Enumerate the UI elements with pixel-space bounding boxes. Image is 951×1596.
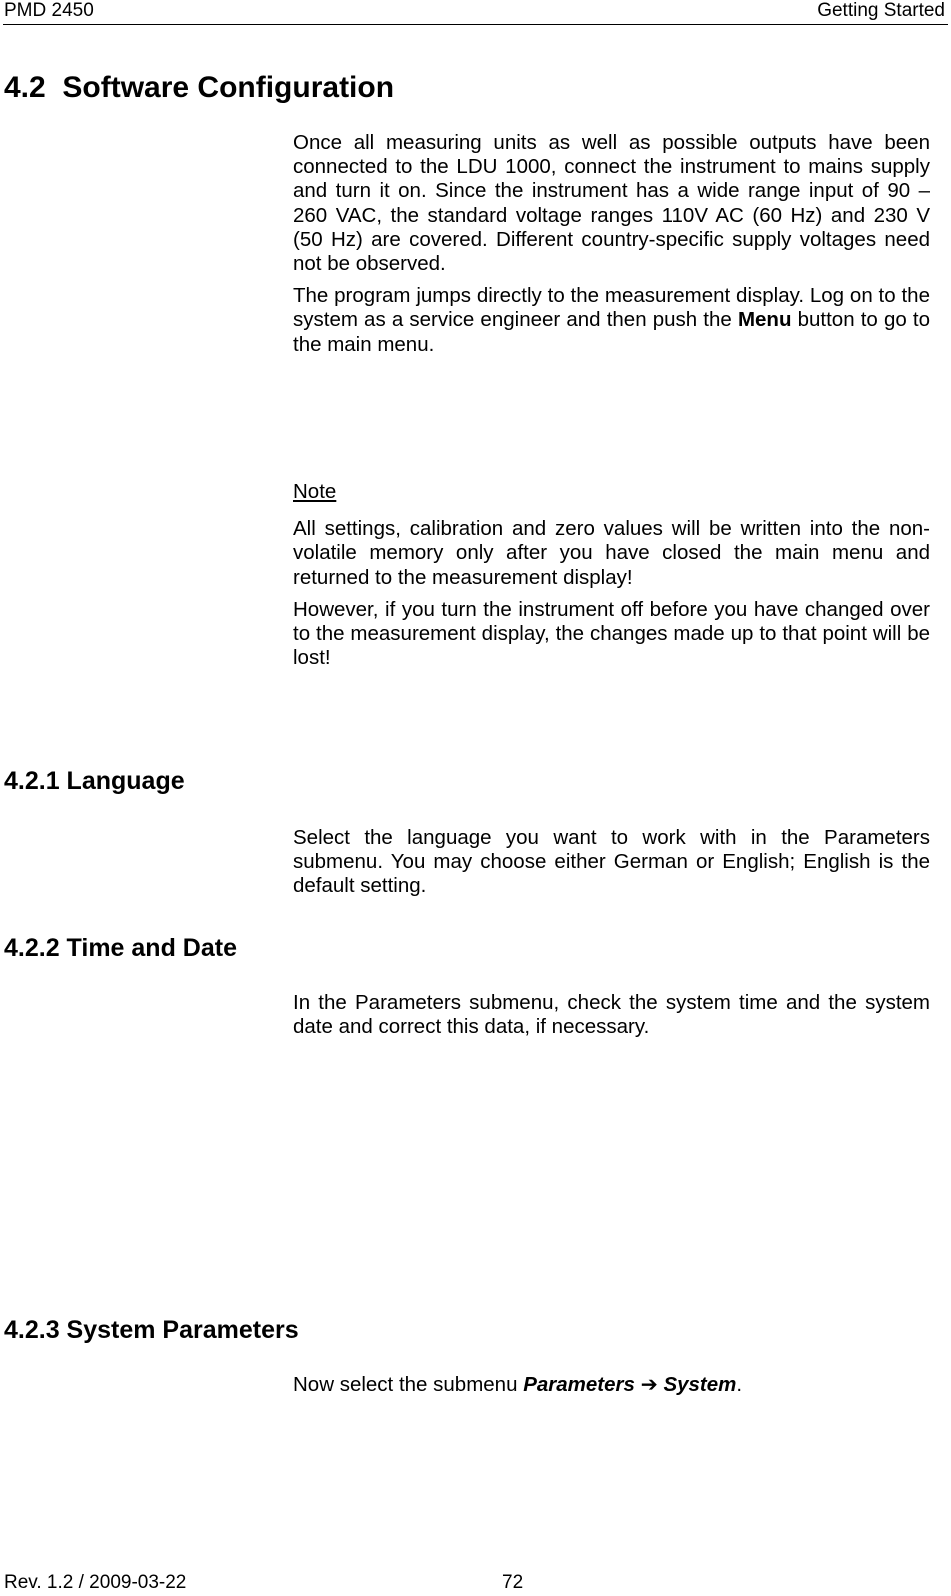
- menu-instruction-paragraph: The program jumps directly to the measurement display. Log on to the system as a service engineer and then push the Menu button to go to the main menu.: [293, 284, 930, 356]
- section-intro-block: [293, 131, 930, 357]
- footer-page-number: 72: [502, 1572, 524, 1593]
- intro-paragraph: Once all measuring units as well as possible outputs have been connected to the LDU 1000, connect the instrument to mains supply and turn it on. Since the instrument has a wide range input of 90 – 260 VAC, the standard voltage ranges 110V AC (60 Hz) and 230 V (50 Hz) are covered. Different country-specific supply voltages need not be observed.: [293, 131, 930, 276]
- section-heading: [4, 70, 394, 106]
- system-parameters-paragraph: Now select the submenu Parameters ➔ System.: [293, 1373, 743, 1396]
- menu-button-reference: Menu: [737, 308, 792, 332]
- header-document-title: PMD 2450: [4, 0, 94, 21]
- subsection-heading-system-parameters: 4.2.3 System Parameters: [4, 1316, 299, 1344]
- footer-revision: Rev. 1.2 / 2009-03-22: [4, 1572, 187, 1593]
- language-paragraph: Select the language you want to work with in the Parameters submenu. You may choose either German or English; English is the default setting.: [293, 826, 930, 898]
- menu-path-reference: Parameters ➔ System: [523, 1373, 737, 1396]
- section-title: Software Configuration: [62, 71, 395, 104]
- note-paragraph-1: All settings, calibration and zero values will be written into the non-volatile memory only after you have closed the main menu and returned to the measurement display!: [293, 517, 930, 589]
- subsection-heading-time-date: 4.2.2 Time and Date: [4, 934, 237, 962]
- note-label: Note: [293, 480, 337, 503]
- section-number: 4.2: [4, 71, 46, 104]
- note-paragraph-2: However, if you turn the instrument off before you have changed over to the measurement display, the changes made up to that point will be lost!: [293, 597, 930, 670]
- time-date-paragraph: In the Parameters submenu, check the system time and the system date and correct this data, if necessary.: [293, 991, 930, 1039]
- note-block: [293, 480, 930, 670]
- header-rule: [3, 24, 948, 25]
- subsection-heading-language: 4.2.1 Language: [4, 767, 185, 795]
- header-chapter-title: Getting Started: [817, 0, 945, 21]
